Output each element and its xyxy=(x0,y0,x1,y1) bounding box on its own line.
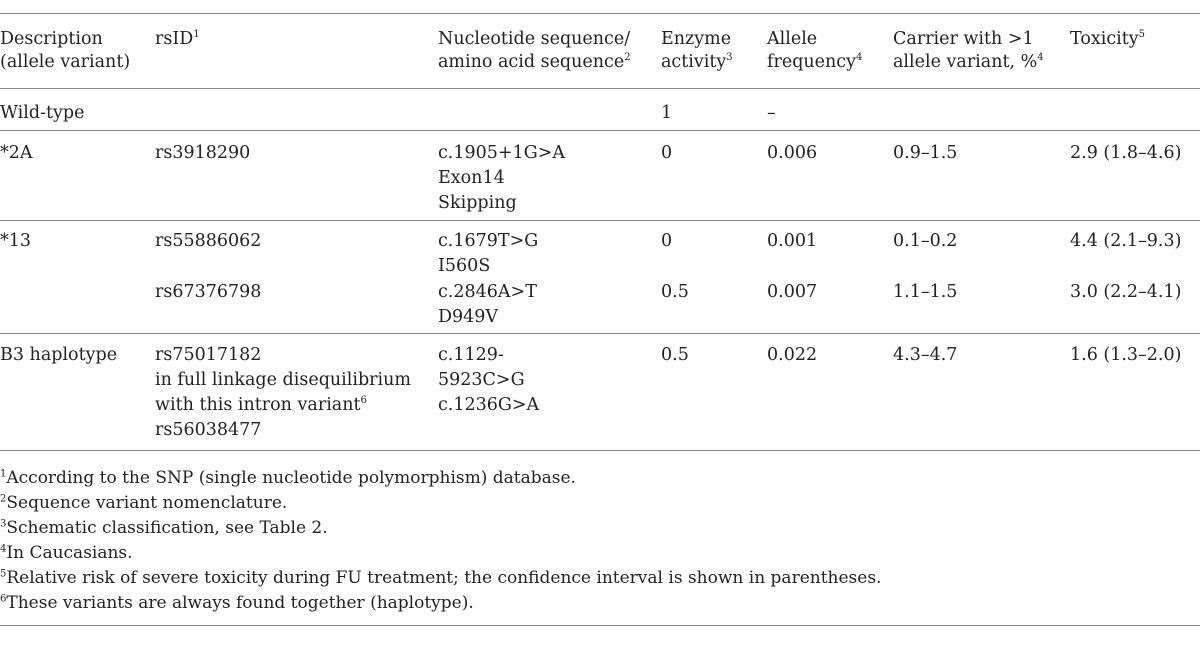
top-rule xyxy=(0,13,1200,14)
cell-allele-frequency-2a: 0.006 xyxy=(767,143,818,163)
cell-rsid-b3: rs75017182 in full linkage disequilibrium with this intron variant$^6$ rs56038477 xyxy=(155,345,411,440)
row-divider-13 xyxy=(0,333,1200,334)
cell-description-2a: *2A xyxy=(0,143,33,163)
table-bottom-rule xyxy=(0,450,1200,451)
cell-carrier-2a: 0.9–1.5 xyxy=(893,143,958,163)
footnote-2: $^2$Sequence variant nomenclature. xyxy=(0,493,288,513)
cell-sequence-13b: c.2846A>T D949V xyxy=(438,282,537,327)
cell-toxicity-b3: 1.6 (1.3–2.0) xyxy=(1070,345,1182,365)
cell-rsid-13b: rs67376798 xyxy=(155,282,262,302)
cell-enzyme-wildtype: 1 xyxy=(661,103,673,123)
cell-description-b3: B3 haplotype xyxy=(0,345,118,365)
header-enzyme-activity: Enzyme activity$^3$ xyxy=(661,29,733,72)
cell-description-wildtype: Wild-type xyxy=(0,103,85,123)
cell-enzyme-13b: 0.5 xyxy=(661,282,689,302)
row-divider-2a xyxy=(0,220,1200,221)
row-divider-wildtype xyxy=(0,130,1200,131)
cell-allele-frequency-13a: 0.001 xyxy=(767,231,818,251)
cell-carrier-b3: 4.3–4.7 xyxy=(893,345,958,365)
cell-sequence-b3: c.1129- 5923C>G c.1236G>A xyxy=(438,345,540,415)
header-allele-frequency: Allele frequency$^4$ xyxy=(767,29,863,72)
cell-rsid-13a: rs55886062 xyxy=(155,231,262,251)
cell-enzyme-b3: 0.5 xyxy=(661,345,689,365)
footnote-6: $^6$These variants are always found together (haplotype). xyxy=(0,593,474,613)
cell-enzyme-13a: 0 xyxy=(661,231,673,251)
header-carrier: Carrier with >1 allele variant, %$^4$ xyxy=(893,29,1044,72)
footnote-5: $^5$Relative risk of severe toxicity during FU treatment; the confidence interval is shown in parentheses. xyxy=(0,568,882,588)
footnote-3: $^3$Schematic classification, see Table 2. xyxy=(0,518,328,538)
cell-allele-frequency-b3: 0.022 xyxy=(767,345,818,365)
header-description: Description (allele variant) xyxy=(0,29,131,72)
cell-rsid-2a: rs3918290 xyxy=(155,143,251,163)
header-sequence: Nucleotide sequence/ amino acid sequence$^2$ xyxy=(438,29,631,72)
cell-toxicity-13b: 3.0 (2.2–4.1) xyxy=(1070,282,1182,302)
cell-sequence-2a: c.1905+1G>A Exon14 Skipping xyxy=(438,143,565,213)
cell-toxicity-13a: 4.4 (2.1–9.3) xyxy=(1070,231,1182,251)
footnote-1: $^1$According to the SNP (single nucleotide polymorphism) database. xyxy=(0,468,576,488)
footnotes-bottom-rule xyxy=(0,625,1200,626)
cell-toxicity-2a: 2.9 (1.8–4.6) xyxy=(1070,143,1182,163)
header-toxicity: Toxicity$^5$ xyxy=(1070,29,1146,49)
cell-carrier-13a: 0.1–0.2 xyxy=(893,231,958,251)
cell-allele-frequency-wildtype: – xyxy=(767,103,776,123)
cell-enzyme-2a: 0 xyxy=(661,143,673,163)
footnote-4: $^4$In Caucasians. xyxy=(0,543,133,563)
header-rsid: rsID$^1$ xyxy=(155,29,200,49)
cell-allele-frequency-13b: 0.007 xyxy=(767,282,818,302)
cell-description-13: *13 xyxy=(0,231,32,251)
header-bottom-rule xyxy=(0,88,1200,89)
cell-sequence-13a: c.1679T>G I560S xyxy=(438,231,539,276)
cell-carrier-13b: 1.1–1.5 xyxy=(893,282,958,302)
